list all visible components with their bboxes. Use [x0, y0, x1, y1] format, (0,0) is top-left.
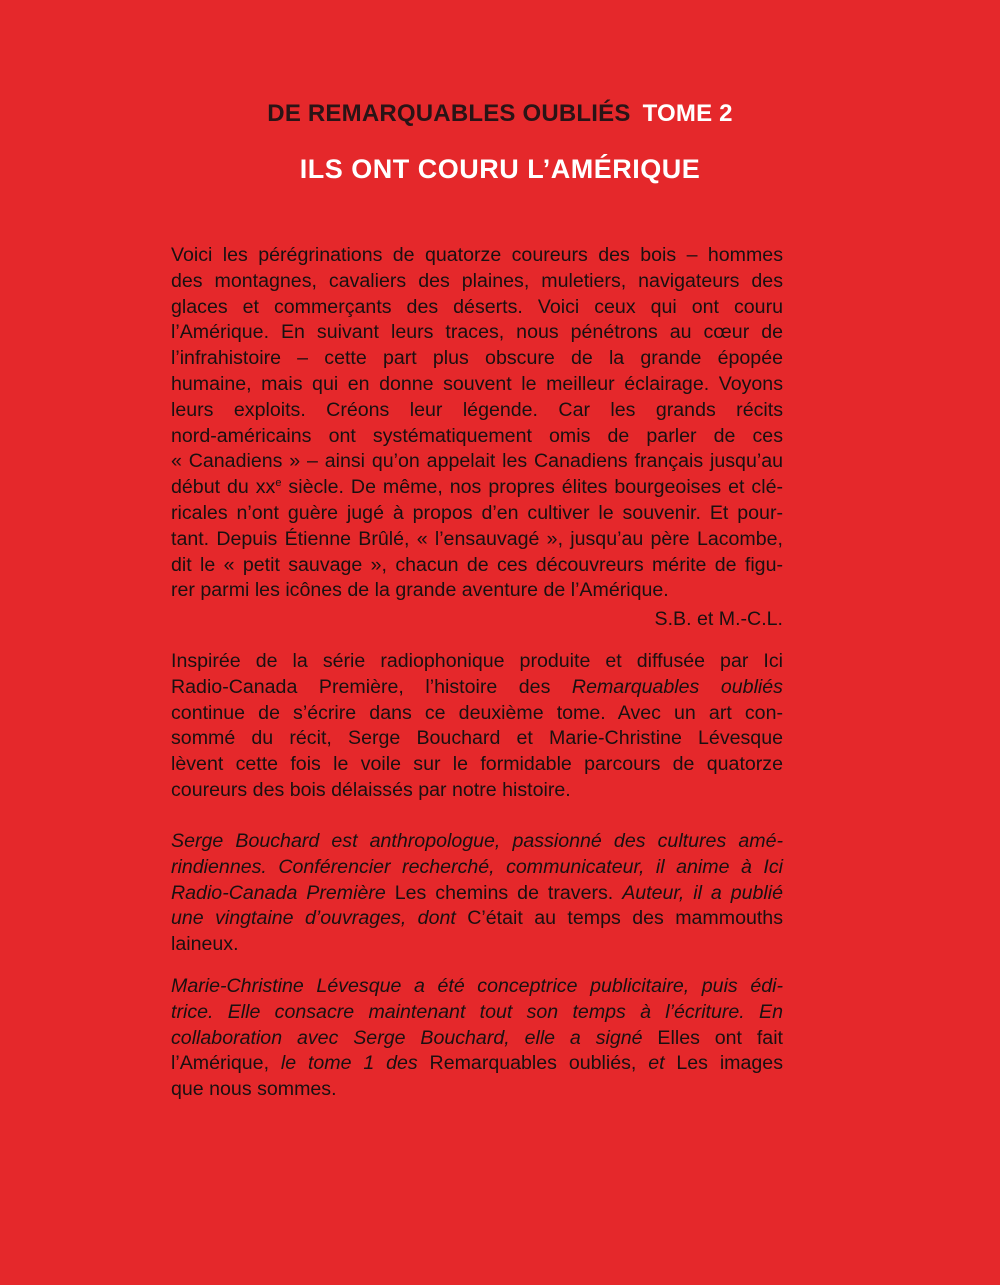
text-line: sommé du récit, Serge Bouchard et Marie-Christine Lévesque — [171, 727, 783, 750]
series-name: DE REMARQUABLES OUBLIÉS — [267, 100, 631, 127]
text-line: l’infrahistoire – cette part plus obscure de la grande épopée — [171, 347, 783, 370]
italic-run: rindiennes. Conférencier recherché, communicateur, il anime à Ici — [171, 855, 783, 878]
text-line — [171, 1051, 783, 1077]
text-line: ricales n’ont guère jugé à propos d’en cultiver le souvenir. Et pour- — [171, 501, 783, 524]
intro-paragraph — [171, 243, 783, 604]
book-title: ILS ONT COURU L’AMÉRIQUE — [299, 154, 701, 184]
text-run: C’était au temps des mammouths — [455, 907, 784, 930]
text-line: tant. Depuis Étienne Brûlé, « l’ensauvagé », jusqu’au père Lacombe, — [171, 527, 783, 550]
text-line — [171, 906, 783, 932]
italic-run: Marie-Christine Lévesque a été conceptrice publicitaire, puis édi- — [171, 975, 783, 997]
italic-run: trice. Elle consacre maintenant tout son temps à l’écriture. En — [171, 1000, 783, 1023]
text-line: nord-américains ont systématiquement omis de parler de ces — [171, 424, 783, 447]
text-line: glaces et commerçants des déserts. Voici ceux qui ont couru — [171, 295, 783, 318]
text-line — [171, 475, 783, 501]
italic-run: Remarquables oubliés — [571, 675, 783, 698]
text-line — [171, 1026, 783, 1052]
text-run: l’Amérique, — [171, 1052, 281, 1075]
text-run: Les chemins de travers. — [385, 881, 623, 904]
text-line: dit le « petit sauvage », chacun de ces découvreurs mérite de figu- — [171, 553, 783, 576]
italic-run: Auteur, il a publié — [622, 881, 784, 904]
text-line: que nous sommes. — [171, 1078, 337, 1101]
italic-run: une vingtaine d’ouvrages, dont — [171, 907, 456, 930]
text-line — [171, 1000, 783, 1026]
text-line: leurs exploits. Créons leur légende. Car les grands récits — [171, 398, 783, 421]
text-run: Les images — [664, 1052, 783, 1075]
author-bio-marie — [171, 974, 783, 1103]
text-line: Inspirée de la série radiophonique produite et diffusée par Ici — [171, 650, 783, 672]
text-line: laineux. — [171, 933, 239, 956]
text-line — [171, 675, 783, 701]
text-line — [171, 974, 783, 1000]
text-run: Elles ont fait — [642, 1026, 783, 1049]
italic-run: Radio-Canada Première — [171, 881, 386, 904]
text-line — [171, 855, 783, 881]
text-line — [171, 829, 783, 855]
text-run: siècle. De même, nos propres élites bourgeoises et clé- — [281, 476, 783, 499]
text-line: coureurs des bois délaissés par notre histoire. — [171, 778, 571, 801]
text-run: Remarquables oubliés, — [417, 1052, 649, 1075]
text-line: rer parmi les icônes de la grande aventure de l’Amérique. — [171, 579, 669, 602]
series-paragraph — [171, 649, 783, 804]
text-line: continue de s’écrire dans ce deuxième tome. Avec un art con- — [171, 701, 783, 724]
italic-run: et — [648, 1052, 665, 1075]
series-heading — [0, 100, 1000, 128]
signature-block — [171, 607, 783, 633]
italic-run: le tome 1 des — [280, 1052, 418, 1075]
volume-label: TOME 2 — [642, 100, 733, 127]
text-line: des montagnes, cavaliers des plaines, muletiers, navigateurs des — [171, 269, 783, 292]
text-run: Radio-Canada Première, l’histoire des — [171, 675, 572, 698]
italic-run: Serge Bouchard est anthropologue, passionné des cultures amé- — [171, 830, 783, 852]
text-line: lèvent cette fois le voile sur le formidable parcours de quatorze — [171, 753, 783, 776]
text-line: humaine, mais qui en donne souvent le meilleur éclairage. Voyons — [171, 372, 783, 395]
text-line — [171, 881, 783, 907]
text-line: Voici les pérégrinations de quatorze coureurs des bois – hommes — [171, 244, 783, 266]
text-line: l’Amérique. En suivant leurs traces, nous pénétrons au cœur de — [171, 321, 783, 344]
superscript: e — [275, 477, 282, 490]
italic-run: collaboration avec Serge Bouchard, elle a signé — [171, 1026, 643, 1049]
author-bio-serge — [171, 829, 783, 958]
text-run: début du xx — [171, 476, 276, 499]
text-line: « Canadiens » – ainsi qu’on appelait les Canadiens français jusqu’au — [171, 450, 783, 473]
signature: S.B. et M.-C.L. — [654, 608, 783, 630]
